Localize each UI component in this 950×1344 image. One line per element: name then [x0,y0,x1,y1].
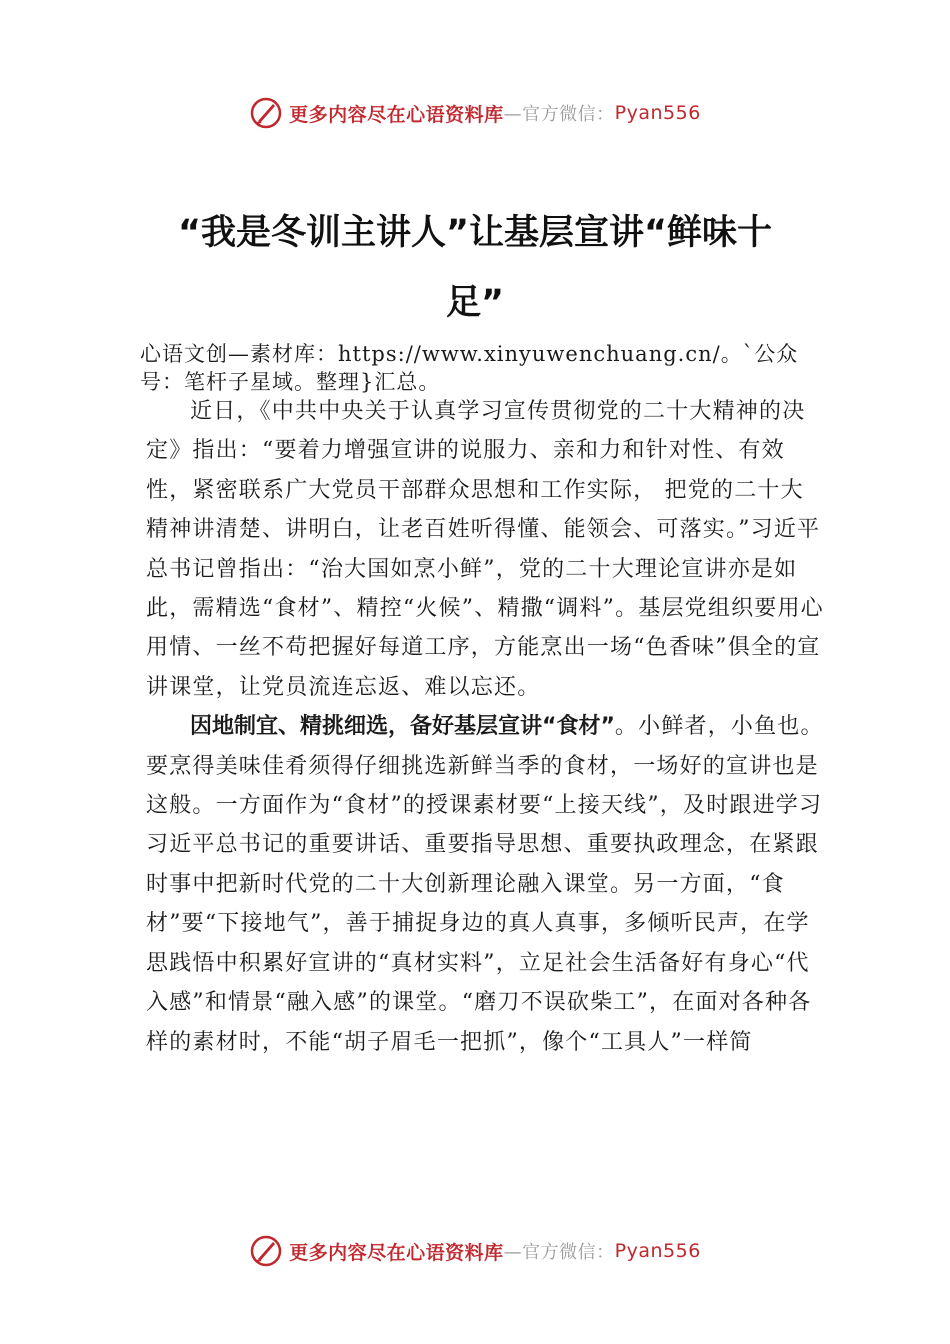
header-banner [0,96,950,130]
banner-brand-text: 更多内容尽在心语资料库 [289,1241,504,1264]
quill-logo-icon [249,96,283,130]
quill-logo-icon [249,1234,283,1268]
banner-wechat-id: Pyan556 [614,1240,701,1262]
source-line: 心语文创—素材库：https://www.xinyuwenchuang.cn/。`公众号：笔杆子星域。整理}汇总。 [140,342,799,394]
footer-banner [0,1234,950,1268]
paragraph-1: 近日，《中共中央关于认真学习宣传贯彻党的二十大精神的决定》指出：“要着力增强宣讲的说服力、亲和力和针对性、有效性，紧密联系广大党员干部群众思想和工作实际， 把党的二十大精神讲清楚、讲明白，让老百姓听得懂、能领会、可落实。”习近平总书记曾指出：“治大国如烹小鲜”，党的二十大理论宣讲亦是如此，需精选“食材”、精控“火候”、精撒“调料”。基层党组织要用心用情、一丝不苟把握好每道工序，方能烹出一场“色香味”俱全的宣讲课堂，让党员流连忘返、难以忘还。 [146,399,824,700]
banner-wechat-label: —官方微信： [503,1242,615,1263]
banner-wechat-id: Pyan556 [614,102,701,124]
paragraph-2 [146,707,826,1062]
article-title: “我是冬训主讲人”让基层宣讲“鲜味十足” [177,213,772,323]
paragraph-2-lead: 因地制宜、精挑细选，备好基层宣讲“食材” [190,714,615,740]
banner-wechat-label: —官方微信： [503,104,615,125]
banner-brand-text: 更多内容尽在心语资料库 [289,103,504,126]
paragraph-2-text: 。小鲜者，小鱼也。要烹得美味佳肴须得仔细挑选新鲜当季的食材，一场好的宣讲也是这般。一方面作为“食材”的授课素材要“上接天线”，及时跟进学习习近平总书记的重要讲话、重要指导思想、重要执政理念，在紧跟时事中把新时代党的二十大创新理论融入课堂。另一方面，“食材”要“下接地气”，善于捕捉身边的真人真事，多倾听民声，在学思践悟中积累好宣讲的“真材实料”，立足社会生活备好有身心“代入感”和情景“融入感”的课堂。“磨刀不误砍柴工”，在面对各种各样的素材时，不能“胡子眉毛一把抓”，像个“工具人”一样简 [146,714,824,1055]
article-body [146,392,826,1062]
